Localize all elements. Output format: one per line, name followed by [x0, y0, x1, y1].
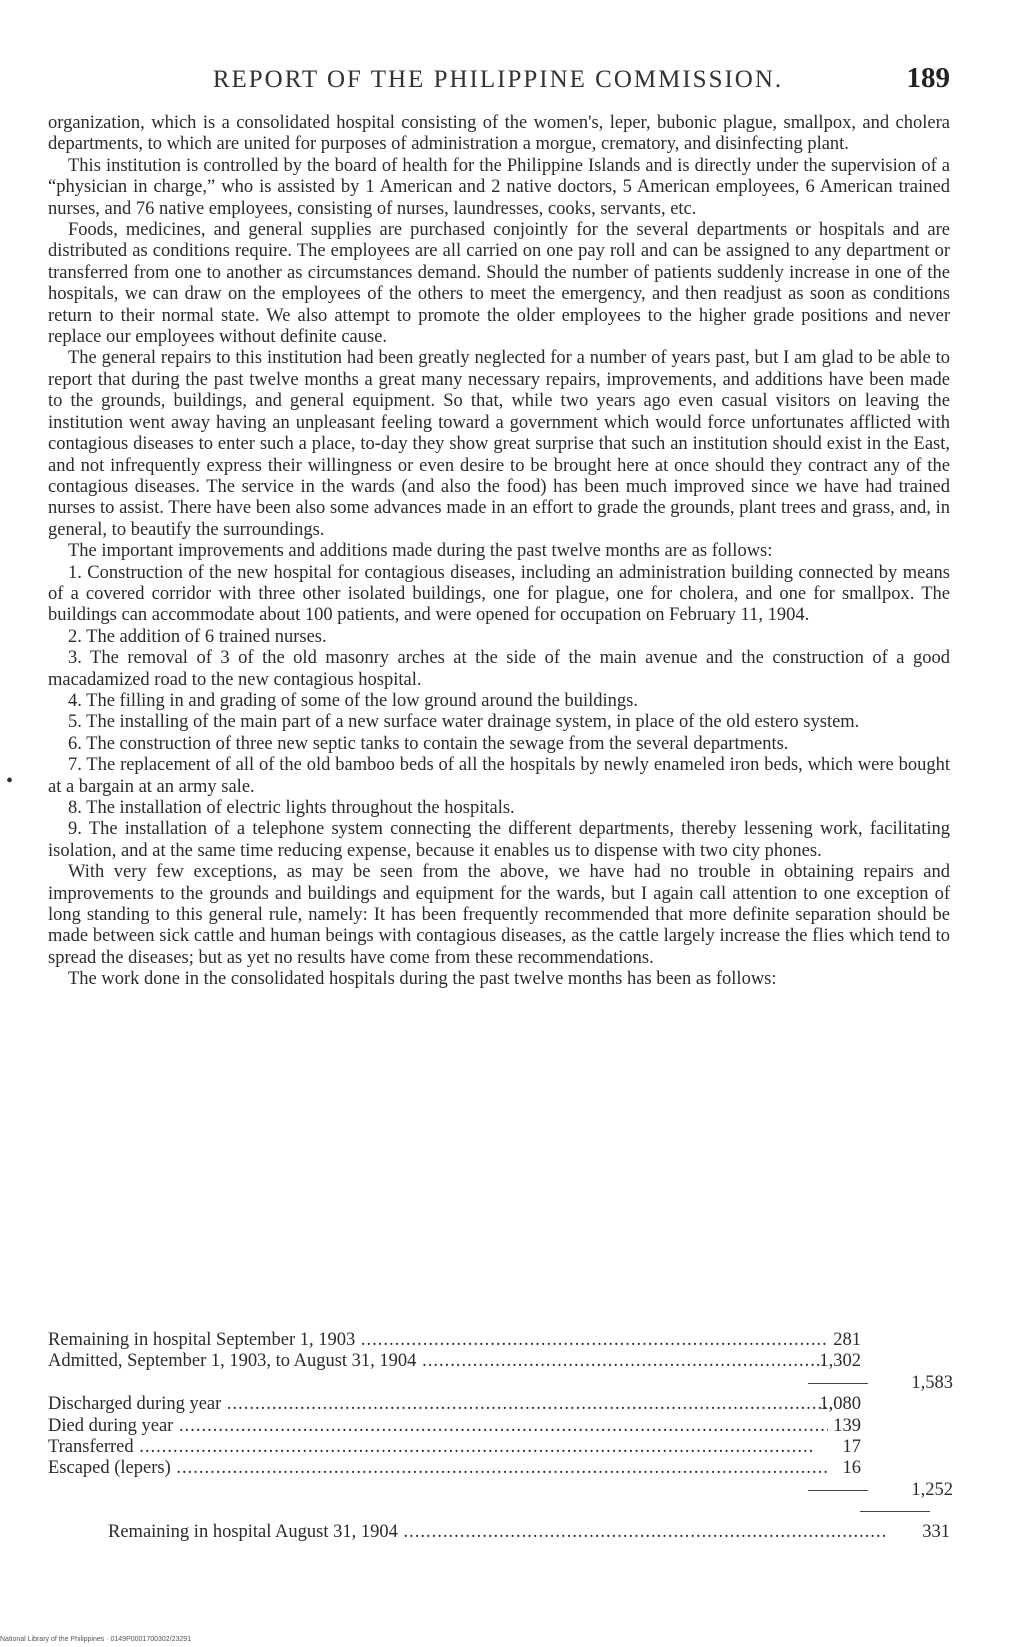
table-row [48, 1416, 953, 1437]
subtotal-rule [808, 1383, 868, 1384]
paragraph: This institution is controlled by the board of health for the Philippine Islands and is directly under the supervision of a “physician in charge,” who is assisted by 1 American and 2 native doctors, 5 American employees, 6 American trained nurses, and 76 native employees, consisting of nurses, laundresses, cooks, servants, etc. [48, 155, 950, 219]
final-value: 331 [922, 1522, 950, 1542]
paragraph: The general repairs to this institution had been greatly neglected for a number of years past, but I am glad to be able to report that during the past twelve months a great many necessary repairs, improvements, and additions have been made to the grounds, buildings, and general equipment. So that, while two years ago even casual visitors on leaving the institution went away having an unpleasant feeling toward a government which would force unfortunates afflicted with contagious diseases to enter such a place, to-day they show great surprise that such an institution should exist in the East, and not infrequently express their willingness or even desire to be brought here at once should they contract any of the contagious diseases. The service in the wards (and also the food) has been much improved since we have had trained nurses to assist. There have been also some advances made in an effort to grade the grounds, plant trees and grass, and, in general, to beautify the surroundings. [48, 348, 950, 540]
body-text [48, 113, 950, 991]
table-row [48, 1351, 953, 1372]
table-row [48, 1458, 953, 1479]
total-rule [860, 1511, 930, 1512]
paragraph: organization, which is a consolidated hospital consisting of the women's, leper, bubonic plague, smallpox, and cholera departments, to which are united for purposes of administration a morgue, crematory, and disinfecting plant. [48, 113, 950, 155]
subtotal-value: 1,252 [911, 1479, 953, 1500]
table-row [48, 1437, 953, 1458]
list-item: 5. The installing of the main part of a new surface water drainage system, in place of the old estero system. [68, 712, 860, 733]
paragraph: The important improvements and additions made during the past twelve months are as follows: [68, 541, 773, 562]
list-item: 7. The replacement of all of the old bamboo beds of all the hospitals by newly enameled iron beds, which were bought at a bargain at an army sale. [48, 755, 950, 797]
row-value: 139 [833, 1415, 861, 1436]
final-total-row [60, 1522, 950, 1544]
list-item: 9. The installation of a telephone system connecting the different departments, thereby lessening work, facilitating isolation, and at the same time reducing expense, because it enables us to dispense with two city phones. [48, 819, 950, 861]
subtotal-value: 1,583 [911, 1372, 953, 1393]
row-label: Remaining in hospital September 1, 1903 ..... [48, 1330, 828, 1351]
page-number: 189 [906, 62, 950, 94]
table-row [48, 1394, 953, 1415]
final-label: Remaining in hospital August 31, 1904 ..... [108, 1522, 888, 1543]
paragraph: The work done in the consolidated hospitals during the past twelve months has been as follows: [68, 969, 777, 990]
list-item: 1. Construction of the new hospital for contagious diseases, including an administration building connected by means of a covered corridor with three other isolated buildings, one for plague, one for cholera, and one for smallpox. The buildings can accommodate about 100 patients, and were opened for occupation on February 11, 1904. [48, 562, 950, 626]
subtotal-rule [808, 1490, 868, 1491]
row-label: Admitted, September 1, 1903, to August 31, 1904 ..... [48, 1351, 828, 1372]
row-label: Died during year ..... [48, 1416, 828, 1437]
row-label: Escaped (lepers) ..... [48, 1458, 828, 1479]
running-title: REPORT OF THE PHILIPPINE COMMISSION. [212, 66, 784, 93]
statistics-table [48, 1330, 953, 1501]
row-label: Discharged during year ..... [48, 1394, 828, 1415]
list-item: 2. The addition of 6 trained nurses. [68, 626, 327, 647]
margin-mark: • [6, 770, 14, 792]
table-row [48, 1330, 953, 1351]
list-item: 6. The construction of three new septic tanks to contain the sewage from the several departments. [68, 733, 789, 754]
subtotal-row [48, 1373, 953, 1394]
row-value: 1,302 [819, 1351, 861, 1372]
paragraph: Foods, medicines, and general supplies are purchased conjointly for the several departments or hospitals and are distributed as conditions require. The employees are all carried on one pay roll and can be assigned to any department or transferred from one to another as circumstances demand. Should the number of patients suddenly increase in one of the hospitals, we can draw on the employees of the others to meet the emergency, and then readjust as soon as conditions return to their normal state. We also attempt to promote the older employees to the higher grade positions and never replace our employees without definite cause. [48, 220, 950, 348]
scan-footer: National Library of the Philippines · 0149P0001700302/23291 [0, 1636, 192, 1643]
paragraph: With very few exceptions, as may be seen from the above, we have had no trouble in obtaining repairs and improvements to the grounds and buildings and equipment for the wards, but I again call attention to one exception of long standing to this general rule, namely: It has been frequently recommended that more definite separation should be made between sick cattle and human beings with contagious diseases, as the cattle largely increase the flies which tend to spread the diseases; but as yet no results have come from these recommendations. [48, 862, 950, 968]
improvements-list [48, 563, 950, 863]
list-item: 4. The filling in and grading of some of the low ground around the buildings. [68, 690, 638, 711]
row-value: 17 [842, 1436, 861, 1457]
list-item: 8. The installation of electric lights throughout the hospitals. [68, 798, 515, 818]
row-label: Transferred ..... [48, 1437, 828, 1458]
page-header [46, 62, 950, 102]
list-item: 3. The removal of 3 of the old masonry arches at the side of the main avenue and the construction of a good macadamized road to the new contagious hospital. [48, 648, 950, 690]
row-value: 1,080 [819, 1394, 861, 1415]
row-value: 281 [833, 1330, 861, 1350]
row-value: 16 [842, 1458, 861, 1479]
subtotal-row [48, 1480, 953, 1501]
